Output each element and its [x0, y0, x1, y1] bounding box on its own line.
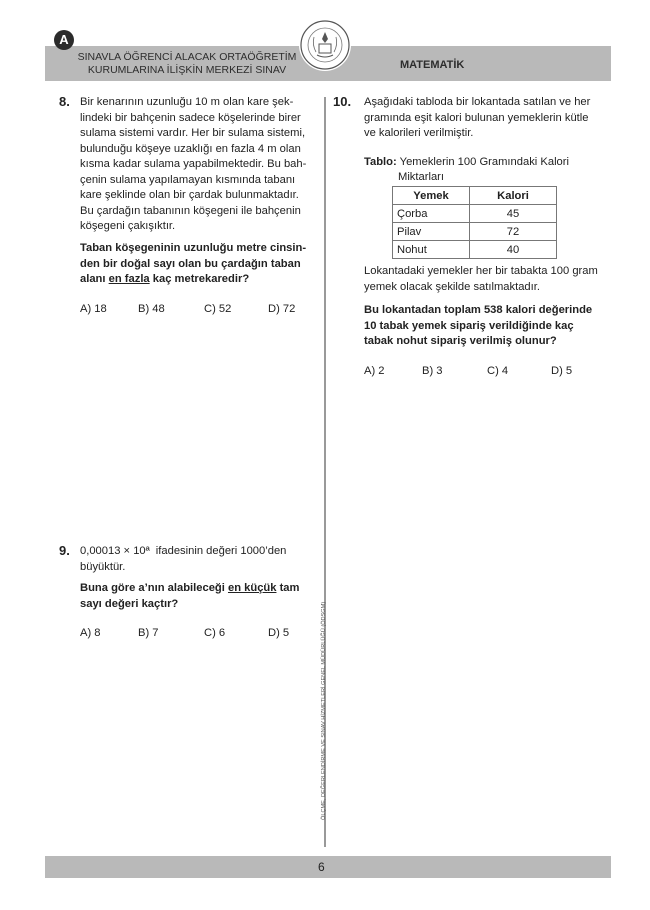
- q8-ask-post: kaç metrekaredir?: [149, 273, 250, 285]
- q9-text-rest: ifadesinin değeri 1000’den: [155, 545, 287, 557]
- exam-title-line2: KURUMLARINA İLİŞKİN MERKEZİ SINAV: [87, 64, 287, 76]
- table-row: [393, 223, 557, 241]
- q9-ask-post: tam: [276, 582, 300, 594]
- table-cell-calorie: 40: [470, 241, 557, 259]
- q8-option-a[interactable]: A) 18: [80, 303, 107, 315]
- q9-number: 9.: [59, 543, 70, 558]
- q10-question: [364, 303, 614, 350]
- table-row: [393, 205, 557, 223]
- q8-option-c[interactable]: C) 52: [204, 303, 232, 315]
- subject-title: MATEMATİK: [400, 59, 465, 71]
- q10-text-line: Aşağıdaki tabloda bir lokantada satılan ve her: [364, 96, 591, 108]
- q8-ask-pre: alanı: [80, 273, 109, 285]
- q8-ask-underlined: en fazla: [108, 273, 150, 285]
- page-number: 6: [318, 860, 325, 874]
- q10-ask-line: tabak nohut sipariş verilmiş olunur?: [364, 335, 557, 347]
- q9-ask-line: sayı değeri kaçtır?: [80, 597, 179, 610]
- calorie-table: [392, 186, 557, 259]
- exam-title-line1: SINAVLA ÖĞRENCİ ALACAK ORTAÖĞRETİM: [77, 51, 297, 63]
- q9-ask-pre: Buna göre a’nın alabileceği: [80, 582, 228, 594]
- q9-text-line2: büyüktür.: [80, 560, 126, 573]
- q10-text-line: gramında eşit kalori bulunan yemeklerin kütle: [364, 111, 589, 124]
- q9-text: [80, 544, 320, 575]
- table-cell-food: Nohut: [393, 241, 470, 259]
- q9-text-line1: [80, 544, 320, 560]
- q8-text-line: kısma kadar sulama yapabilmektedir. Bu bah-: [80, 158, 307, 170]
- q10-after-text: [364, 264, 614, 295]
- table-caption-title: Yemeklerin 100 Gramındaki Kalori: [399, 156, 569, 168]
- q8-number: 8.: [59, 94, 70, 109]
- q9-option-a[interactable]: A) 8: [80, 627, 101, 639]
- table-header-row: [393, 187, 557, 205]
- q10-text: [364, 95, 614, 142]
- booklet-badge: A: [54, 30, 74, 50]
- q8-text-line: köşegeni çakışıktır.: [80, 220, 176, 232]
- table-caption-line2: Miktarları: [398, 171, 444, 183]
- q10-number: 10.: [333, 94, 352, 109]
- q8-text-line: Bu çardağın tabanının köşegeni ile bahçenin: [80, 204, 301, 217]
- table-cell-food: Çorba: [393, 205, 470, 223]
- side-caption-text: ÖLÇME, DEĞERLENDİRME VE SINAV HİZMETLERİ GENEL MÜDÜRLÜĞÜ (ÖDSGM): [321, 601, 327, 820]
- q9-option-c[interactable]: C) 6: [204, 627, 226, 639]
- table-cell-calorie: 72: [470, 223, 557, 241]
- table-caption-label: Tablo:: [364, 156, 397, 168]
- q9-ask-line: [80, 581, 320, 597]
- q8-question: [80, 241, 320, 288]
- q9-question: [80, 581, 320, 612]
- q10-text-line: ve kalorileri verilmiştir.: [364, 127, 474, 139]
- q10-option-d[interactable]: D) 5: [551, 365, 573, 377]
- table-row: [393, 241, 557, 259]
- ministry-seal-icon: [299, 19, 351, 71]
- table-caption-line1: [364, 155, 569, 170]
- q10-ask-line: Bu lokantadan toplam 538 kalori değerinde: [364, 304, 593, 316]
- q8-option-b[interactable]: B) 48: [138, 303, 165, 315]
- q10-after-line: Lokantadaki yemekler her bir tabakta 100 gram: [364, 265, 598, 277]
- q8-text-line: Bir kenarının uzunluğu 10 m olan kare şek-: [80, 96, 294, 108]
- q10-option-b[interactable]: B) 3: [422, 365, 443, 377]
- table-cell-calorie: 45: [470, 205, 557, 223]
- q10-option-c[interactable]: C) 4: [487, 365, 509, 377]
- table-cell-food: Pilav: [393, 223, 470, 241]
- q8-text: [80, 95, 320, 235]
- q8-text-line: sulama sistemi vardır. Her bir sulama sistemi,: [80, 127, 306, 139]
- table-header: Yemek: [393, 187, 470, 205]
- side-caption: [321, 550, 331, 820]
- q8-text-line: lindeki bir bahçenin sadece köşelerinde birer: [80, 111, 301, 124]
- q8-ask-line: den bir doğal sayı olan bu çardağın taban: [80, 257, 301, 270]
- q10-after-line: yemek olacak şekilde satılmaktadır.: [364, 280, 540, 293]
- q9-option-d[interactable]: D) 5: [268, 627, 290, 639]
- table-caption: [364, 155, 569, 185]
- q8-text-line: bulunduğu köşeye uzaklığı en fazla 4 m olan: [80, 142, 301, 155]
- footer-band: [45, 856, 611, 878]
- q8-text-line: çenin sulama yapılamayan kısmında tabanı: [80, 173, 296, 186]
- exam-title: [72, 51, 302, 77]
- q10-ask-line: 10 tabak yemek sipariş verildiğinde kaç: [364, 319, 574, 332]
- table-header: Kalori: [470, 187, 557, 205]
- q9-ask-underlined: en küçük: [227, 582, 277, 594]
- q8-ask-line: [80, 272, 320, 288]
- q8-text-line: kare şeklinde olan bir çardak bulunmaktadır.: [80, 189, 299, 201]
- q8-ask-line: Taban köşegeninin uzunluğu metre cinsin-: [80, 242, 307, 254]
- q9-expression: 0,00013 × 10ª: [80, 545, 150, 557]
- q10-option-a[interactable]: A) 2: [364, 365, 385, 377]
- q9-option-b[interactable]: B) 7: [138, 627, 159, 639]
- q8-option-d[interactable]: D) 72: [268, 303, 296, 315]
